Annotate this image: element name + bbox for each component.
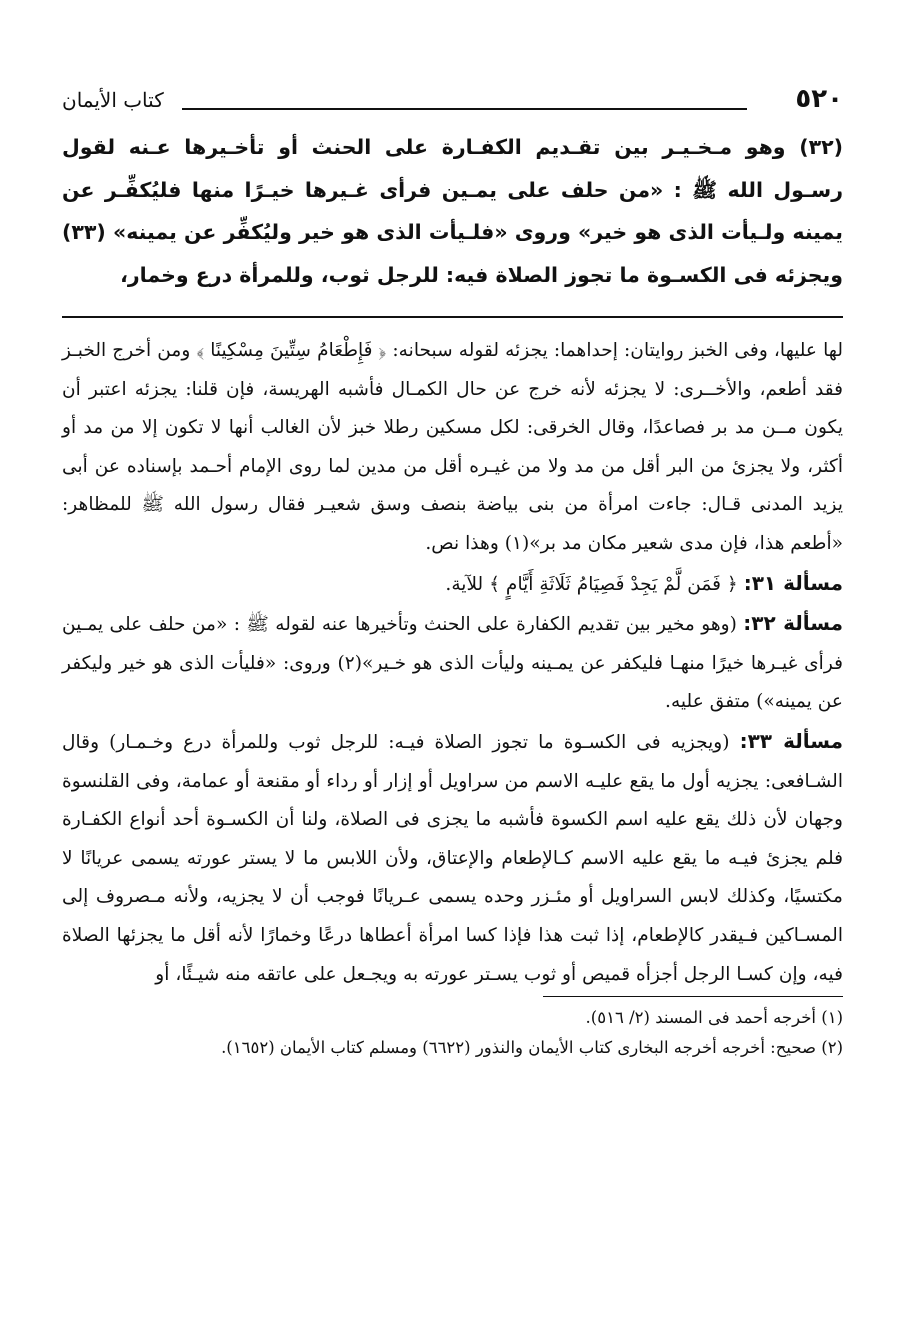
masala-32-label: مسألة ٣٢: (743, 611, 843, 636)
commentary (62, 332, 843, 994)
running-title: كتاب الأيمان (62, 88, 164, 112)
masala-33-text: (ويجزيه فى الكسـوة ما تجوز الصلاة فيـه: للرجل ثوب وللمرأة درع وخـمـار) وقال الشـافعى: يجزيه أول ما يقع عليـه الاسم من سراويل أو إزار أو رداء أو مقنعة أو عمامة، وفى القلنسوة وجهان لأن ذلك يقع عليه اسم الكسوة فأشبه ما يجزى فى الصلاة، ولنا أن الكسـوة أحد أنواع الكفـارة فلم يجزئ فيـه ما يقع عليه الاسم كـالإطعام والإعتاق، ولأن اللابس ما لا يستر عورته يسمى عريانًا لا مكتسيًا، وكذلك لابس السراويل أو مئـزر وحده يسمى عـريانًا فوجب أن لا يجزيه، ولأنه مـصروف إلى المسـاكين فـيقدر كالإطعام، إذا ثبت هذا فإذا كسا امرأة أعطاها درعًا وخمارًا لأنه أقل ما يجزئها الصلاة فيه، وإن كسـا الرجل أجزأه قميص أو ثوب يسـتر عورته به ويجـعل على عاتقه منه شيـئًا، أو (62, 731, 843, 985)
running-header (62, 84, 843, 124)
text-divider (62, 316, 843, 318)
footnote-1: (١) أخرجه أحمد فى المسند (٢/ ٥١٦). (585, 1008, 843, 1028)
masala-32 (62, 604, 843, 722)
masala-33 (62, 722, 843, 994)
commentary-paragraph: لها عليها، وفى الخبز روايتان: إحداهما: يجزئه لقوله سبحانه: ﴿ فَإِطْعَامُ سِتِّينَ مِسْكِينًا ﴾ ومن أخرج الخبـز فقد أطعم، والأخــرى: لا يجزئه لأنه خرج عن حال الكمـال فأشبه الهريسة، فإن قلنا: يجزئه اعتبر أن يكون مــن مد بر فصاعدًا، وقال الخرقى: لكل مسكين رطلا خبز لأن الغالب أنها لا تكون إلا من مد أو أكثر، ولا يجزئ من البر أقل من مد ولا من غيـره أقل من مدين لما روى الإمام أحـمد بإسناده عن أبى يزيد المدنى قـال: جاءت امرأة من بنى بياضة بنصف وسق شعيـر فقال رسول الله ﷺ للمظاهر: «أطعم هذا، فإن مدى شعير مكان مد بر»(١) وهذا نص. (62, 340, 843, 554)
masala-31-text: ﴿ فَمَن لَّمْ يَجِدْ فَصِيَامُ ثَلَاثَةِ أَيَّامٍ ﴾ للآية. (445, 573, 738, 595)
masala-32-text: (وهو مخير بين تقديم الكفارة على الحنث وتأخيرها عنه لقوله ﷺ : «من حلف على يمـين فرأى غيـرها خيرًا منهـا فليكفر عن يمـينه وليأت الذى هو خـير»(٢) وروى: «فليأت الذى هو خير وليكفر عن يمينه») متفق عليه. (62, 614, 843, 713)
footnote-2: (٢) صحيح: أخرجه أخرجه البخارى كتاب الأيمان والنذور (٦٦٢٢) ومسلم كتاب الأيمان (١٦٥٢). (221, 1038, 843, 1058)
footnotes (62, 1003, 843, 1063)
page-number: ٥٢٠ (795, 84, 843, 114)
header-rule (182, 108, 747, 110)
masala-31 (62, 564, 843, 605)
main-text (62, 126, 843, 296)
footnote-rule (543, 996, 843, 997)
main-text-paragraph: (٣٢) وهو مـخـيـر بين تقـديم الكفـارة على الحنث أو تأخـيرها عـنه لقول رسـول الله ﷺ : «من حلف على يمـين فرأى غـيرها خيـرًا منها فليُكفِّـر عن يمينه ولـيأت الذى هو خير» وروى «فلـيأت الذى هو خير وليُكفِّر عن يمينه» (٣٣) ويجزئه فى الكسـوة ما تجوز الصلاة فيه: للرجل ثوب، وللمرأة درع وخمار، (62, 135, 843, 287)
masala-33-label: مسألة ٣٣: (739, 728, 843, 753)
masala-31-label: مسألة ٣١: (743, 570, 843, 595)
book-page (62, 84, 843, 1063)
